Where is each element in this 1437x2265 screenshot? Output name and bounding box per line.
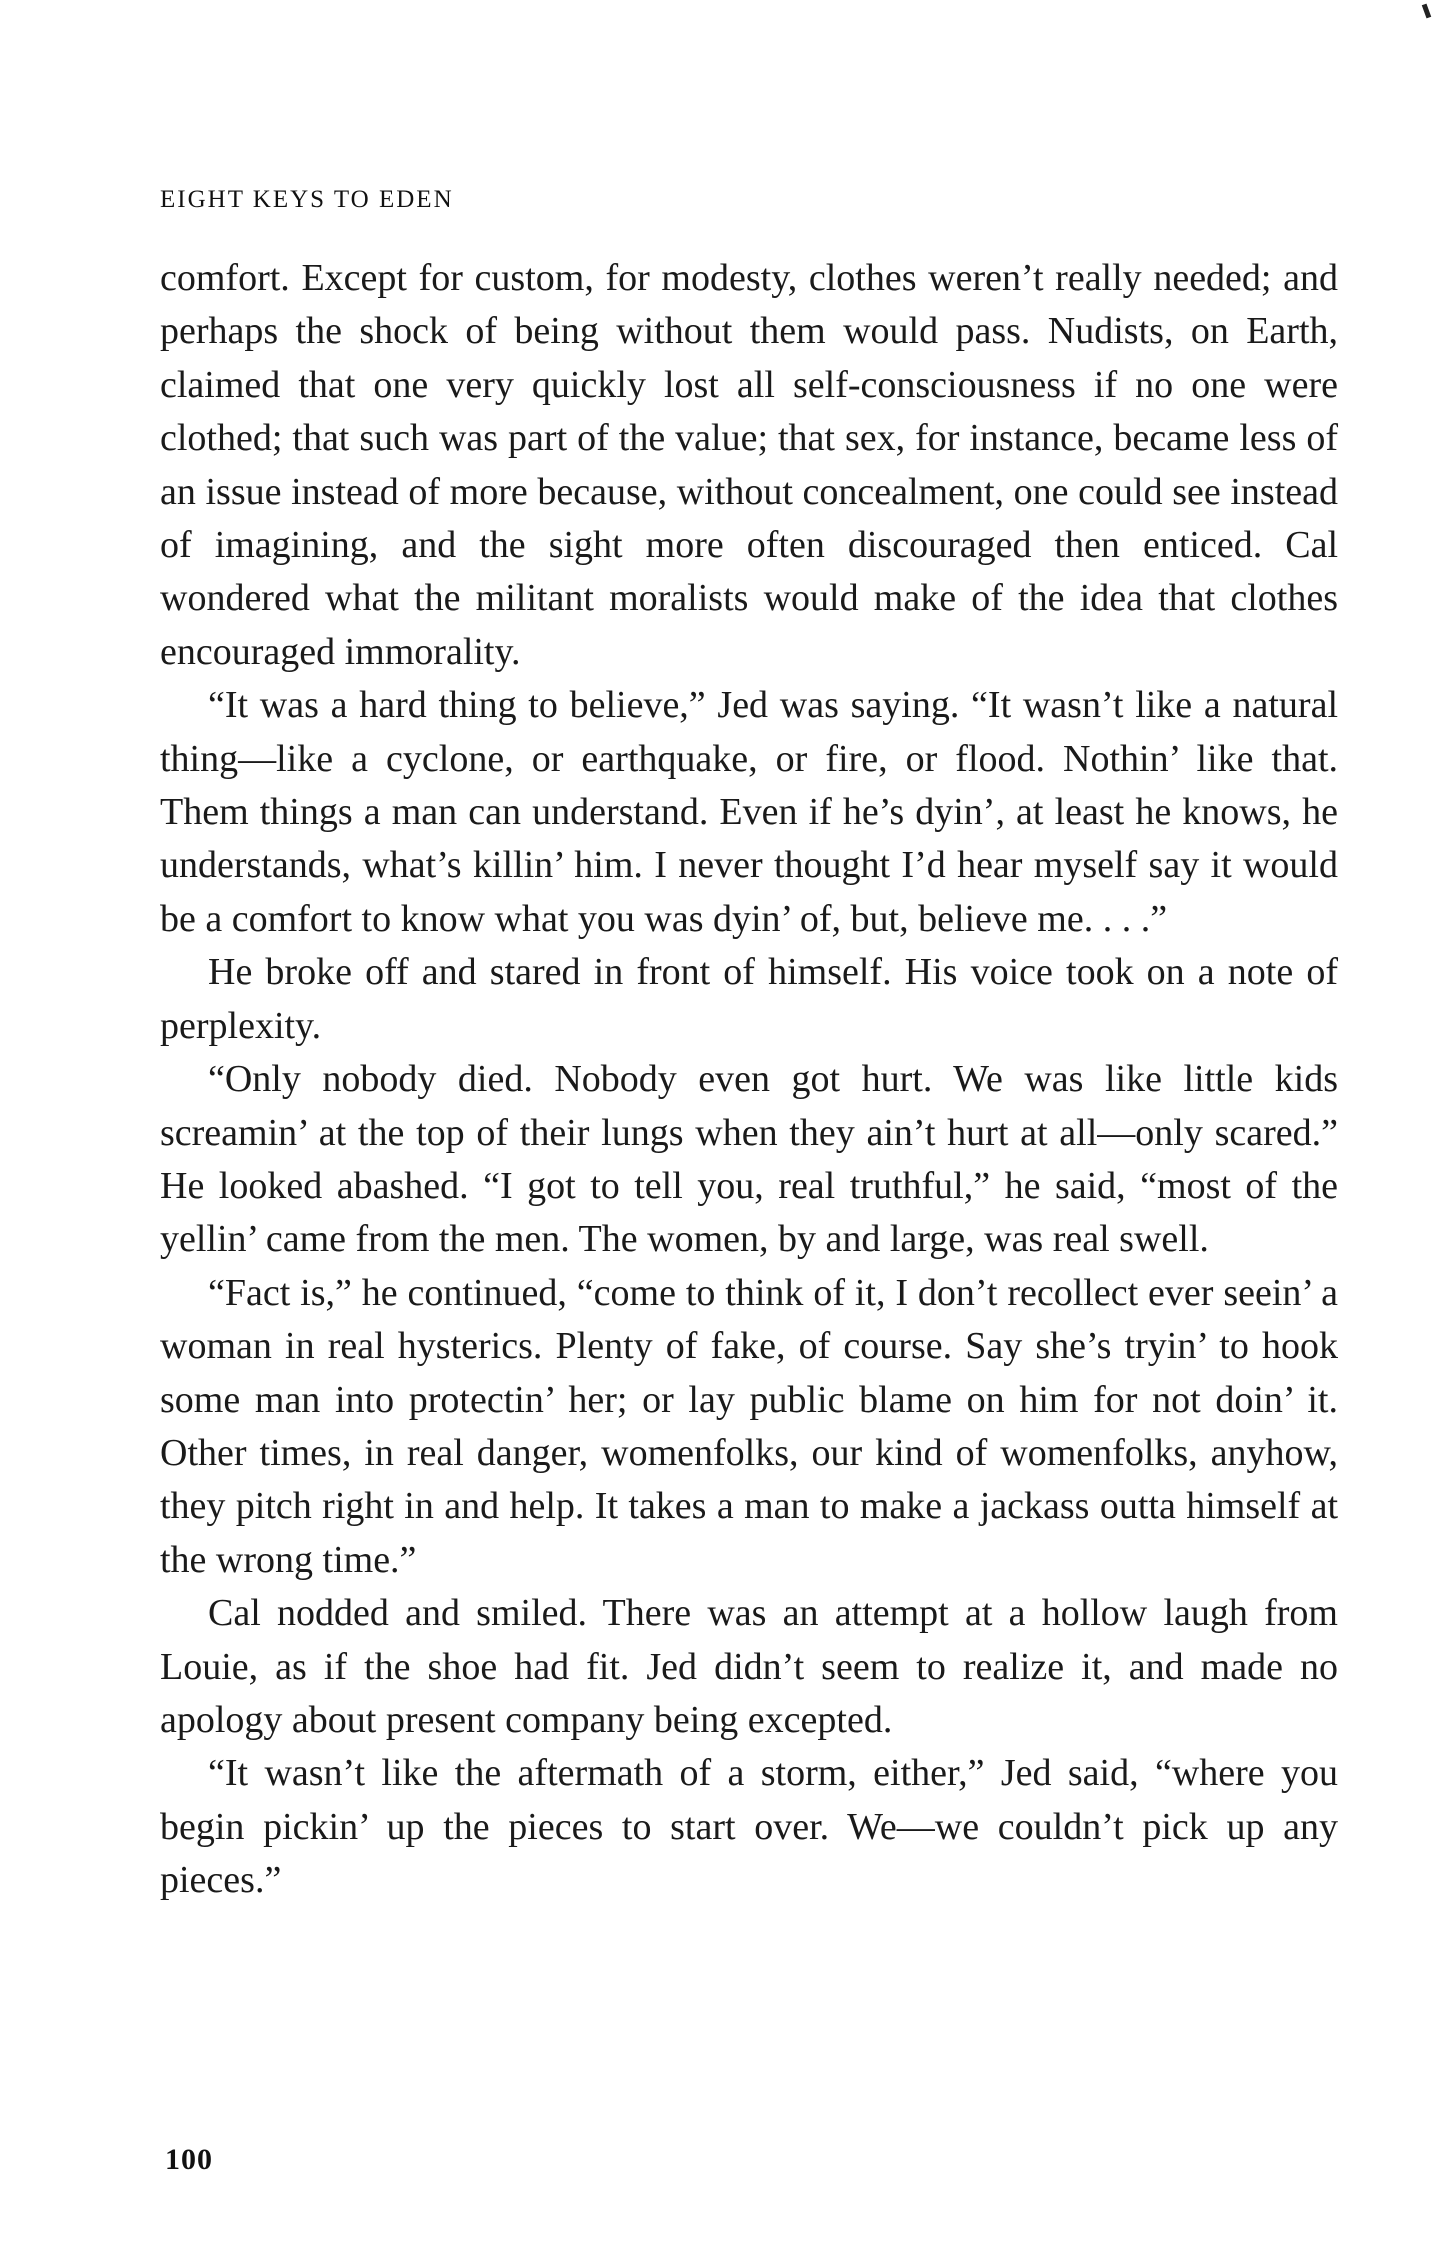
paragraph-2: “It was a hard thing to believe,” Jed was saying. “It wasn’t like a natural thing—like a cyclone, or earthquake, or fire, or flood. Nothin’ like that. Them things a man can understand. Even if he’s dyin’, at least he knows, he understands, what’s killin’ him. I never thought I’d hear myself say it would be a comfort to know what you was dyin’ of, but, believe me. . . .” xyxy=(160,684,1338,940)
paragraph-3: He broke off and stared in front of himself. His voice took on a note of perplexity. xyxy=(160,951,1338,1047)
body-text xyxy=(160,252,1338,1908)
paragraph-6: Cal nodded and smiled. There was an attempt at a hollow laugh from Louie, as if the shoe had fit. Jed didn’t seem to realize it, and made no apology about present company being excepted. xyxy=(160,1592,1338,1741)
paragraph-7: “It wasn’t like the aftermath of a storm, either,” Jed said, “where you begin pickin’ up the pieces to start over. We—we couldn’t pick up any pieces.” xyxy=(160,1752,1338,1902)
running-head: EIGHT KEYS TO EDEN xyxy=(160,186,454,213)
scan-mark xyxy=(1422,4,1431,19)
paragraph-1: comfort. Except for custom, for modesty, clothes weren’t really needed; and perhaps the shock of being without them would pass. Nudists, on Earth, claimed that one very quickly lost all self-consciousness if no one were clothed; that such was part of the value; that sex, for instance, became less of an issue instead of more because, without concealment, one could see instead of imagining, and the sight more often discouraged then enticed. Cal wondered what the militant moralists would make of the idea that clothes encouraged immorality. xyxy=(160,257,1338,673)
page-number: 100 xyxy=(165,2143,213,2176)
paragraph-5: “Fact is,” he continued, “come to think of it, I don’t recollect ever seein’ a woman in real hysterics. Plenty of fake, of course. Say she’s tryin’ to hook some man into protectin’ her; or lay public blame on him for not doin’ it. Other times, in real danger, womenfolks, our kind of womenfolks, anyhow, they pitch right in and help. It takes a man to make a jackass outta himself at the wrong time.” xyxy=(160,1271,1338,1581)
paragraph-4: “Only nobody died. Nobody even got hurt. We was like little kids screamin’ at the top of their lungs when they ain’t hurt at all—only scared.” He looked abashed. “I got to tell you, real truthful,” he said, “most of the yellin’ came from the men. The women, by and large, was real swell. xyxy=(160,1058,1338,1261)
